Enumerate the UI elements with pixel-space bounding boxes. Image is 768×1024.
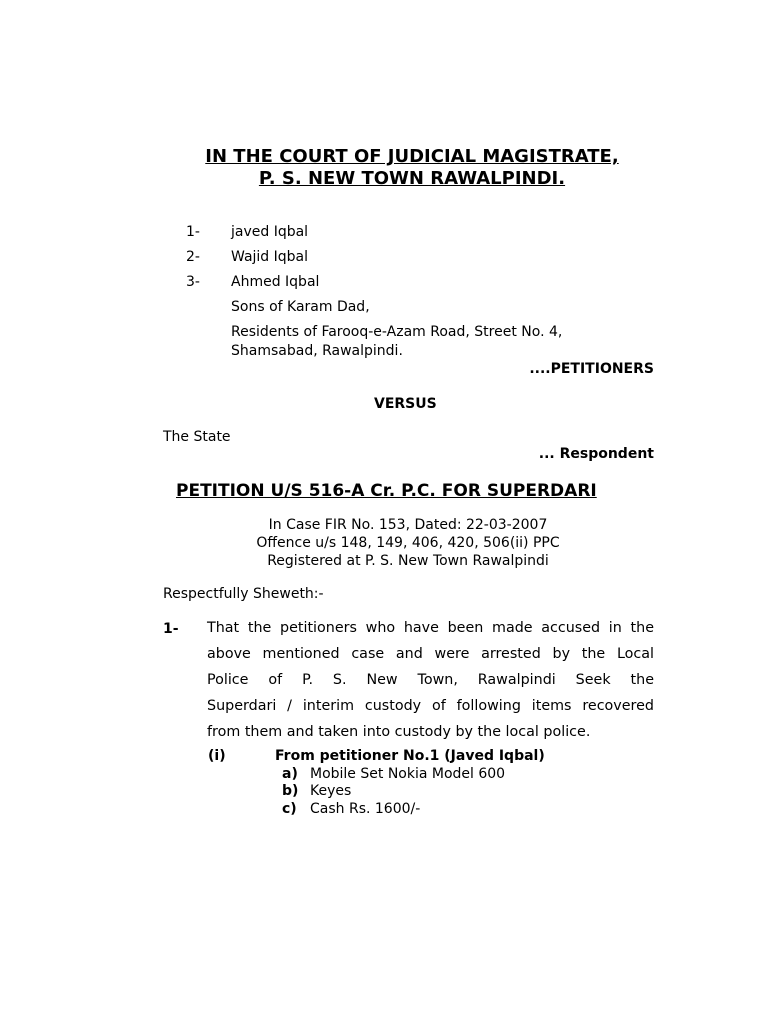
item-a-label: a) <box>282 766 298 782</box>
case-offence-line: Offence u/s 148, 149, 406, 420, 506(ii) PPC <box>256 535 560 551</box>
sub-item-title: From petitioner No.1 (Javed Iqbal) <box>275 748 545 764</box>
salutation: Respectfully Sheweth:- <box>163 586 324 602</box>
petitioners-label: ....PETITIONERS <box>529 361 654 377</box>
sub-item-number: (i) <box>208 748 226 764</box>
petitioner-2-name: Wajid Iqbal <box>231 249 309 265</box>
court-heading-line2: P. S. NEW TOWN RAWALPINDI. <box>258 168 566 189</box>
parentage: Sons of Karam Dad, <box>231 299 370 315</box>
paragraph-1-body <box>207 615 654 745</box>
residence-line1: Residents of Farooq-e-Azam Road, Street No. 4, <box>231 324 563 340</box>
paragraph-1-line: above mentioned case and were arrested by the Local <box>207 646 654 662</box>
case-registered-line: Registered at P. S. New Town Rawalpindi <box>267 553 549 569</box>
petitioner-1-name: javed Iqbal <box>231 224 309 240</box>
versus: VERSUS <box>374 396 437 412</box>
petitioner-3-number: 3- <box>186 274 200 290</box>
petitioner-2-number: 2- <box>186 249 200 265</box>
petitioner-1-number: 1- <box>186 224 200 240</box>
paragraph-1-line: Superdari / interim custody of following items recovered <box>207 698 654 714</box>
item-b-text: Keyes <box>310 783 352 799</box>
petition-title: PETITION U/S 516-A Cr. P.C. FOR SUPERDARI <box>176 481 597 501</box>
paragraph-1-line: That the petitioners who have been made accused in the <box>207 620 654 636</box>
item-c-label: c) <box>282 801 297 817</box>
respondent-label: ... Respondent <box>538 446 654 462</box>
item-b-label: b) <box>282 783 299 799</box>
paragraph-1-line: from them and taken into custody by the local police. <box>207 724 591 740</box>
case-fir-line: In Case FIR No. 153, Dated: 22-03-2007 <box>268 517 548 533</box>
respondent-name: The State <box>163 429 231 445</box>
item-a-text: Mobile Set Nokia Model 600 <box>310 766 506 782</box>
court-heading-line1: IN THE COURT OF JUDICIAL MAGISTRATE, <box>205 146 619 167</box>
paragraph-1-number: 1- <box>163 621 179 637</box>
item-c-text: Cash Rs. 1600/- <box>310 801 421 817</box>
petitioner-3-name: Ahmed Iqbal <box>231 274 320 290</box>
residence-line2: Shamsabad, Rawalpindi. <box>231 343 403 359</box>
paragraph-1-line: Police of P. S. New Town, Rawalpindi Seek the <box>207 672 654 688</box>
